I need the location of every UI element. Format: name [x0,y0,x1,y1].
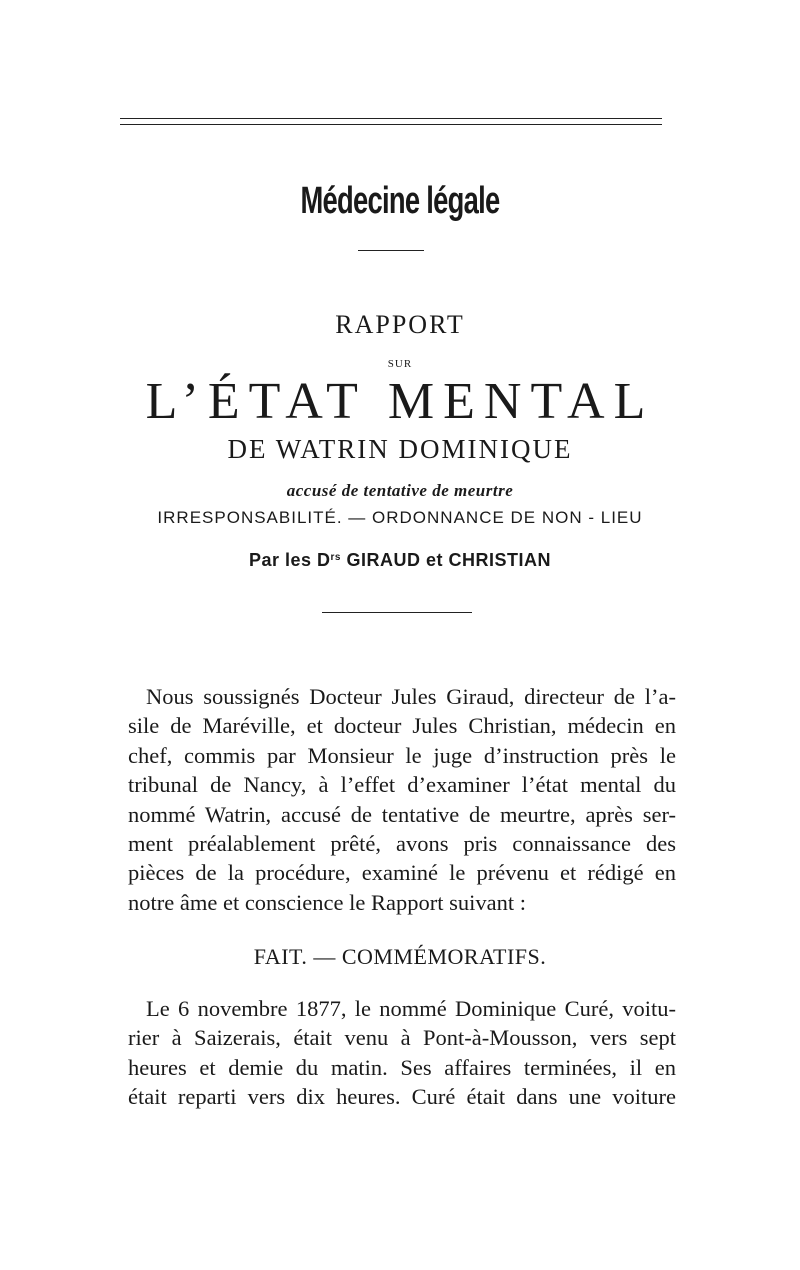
authors-names: GIRAUD et CHRISTIAN [340,550,551,570]
text-line: Le 6 novembre 1877, le nommé Dominique Curé, voitu- [146,996,676,1021]
authors-prefix: Par les D [248,550,331,570]
charge-line: accusé de tentative de meurtre [286,481,514,500]
top-rule-double [120,124,662,125]
text-line: sile de Maréville, et docteur Jules Christian, médecin en [128,713,676,739]
subheading: FAIT. — COMMÉMORATIFS. [253,944,547,969]
text-line: tribunal de Nancy, à l’effet d’examiner l’état mental du [128,772,676,798]
text-line: chef, commis par Monsieur le juge d’instruction près le [128,742,676,768]
subject-name: DE WATRIN DOMINIQUE [227,434,573,464]
text-line: ment préalablement prêté, avons pris connaissance des [128,831,676,857]
text-line: rier à Saizerais, était venu à Pont-à-Mousson, vers sept [128,1025,676,1051]
paragraph-intro [128,682,676,917]
top-rule [120,118,662,119]
text-line: notre âme et conscience le Rapport suivant : [128,889,526,915]
main-title: L’ÉTAT MENTAL [145,373,655,430]
title-divider [358,250,424,251]
sur-label: SUR [387,358,413,370]
text-line: Nous soussignés Docteur Jules Giraud, directeur de l’a- [146,684,676,709]
section-title: Médecine légale [300,180,500,222]
paragraph-facts [128,994,676,1112]
section-divider [322,612,472,613]
verdict-line: IRRESPONSABILITÉ. — ORDONNANCE DE NON - LIEU [157,508,643,527]
authors-sup: rs [330,552,341,563]
text-line: heures et demie du matin. Ses affaires terminées, il en [128,1054,676,1080]
authors-line [0,550,800,571]
text-line: était reparti vers dix heures. Curé était dans une voiture [128,1084,676,1110]
text-line: nommé Watrin, accusé de tentative de meurtre, après ser- [128,801,676,827]
rapport-heading: RAPPORT [335,310,465,339]
text-line: pièces de la procédure, examiné le prévenu et rédigé en [128,860,676,886]
